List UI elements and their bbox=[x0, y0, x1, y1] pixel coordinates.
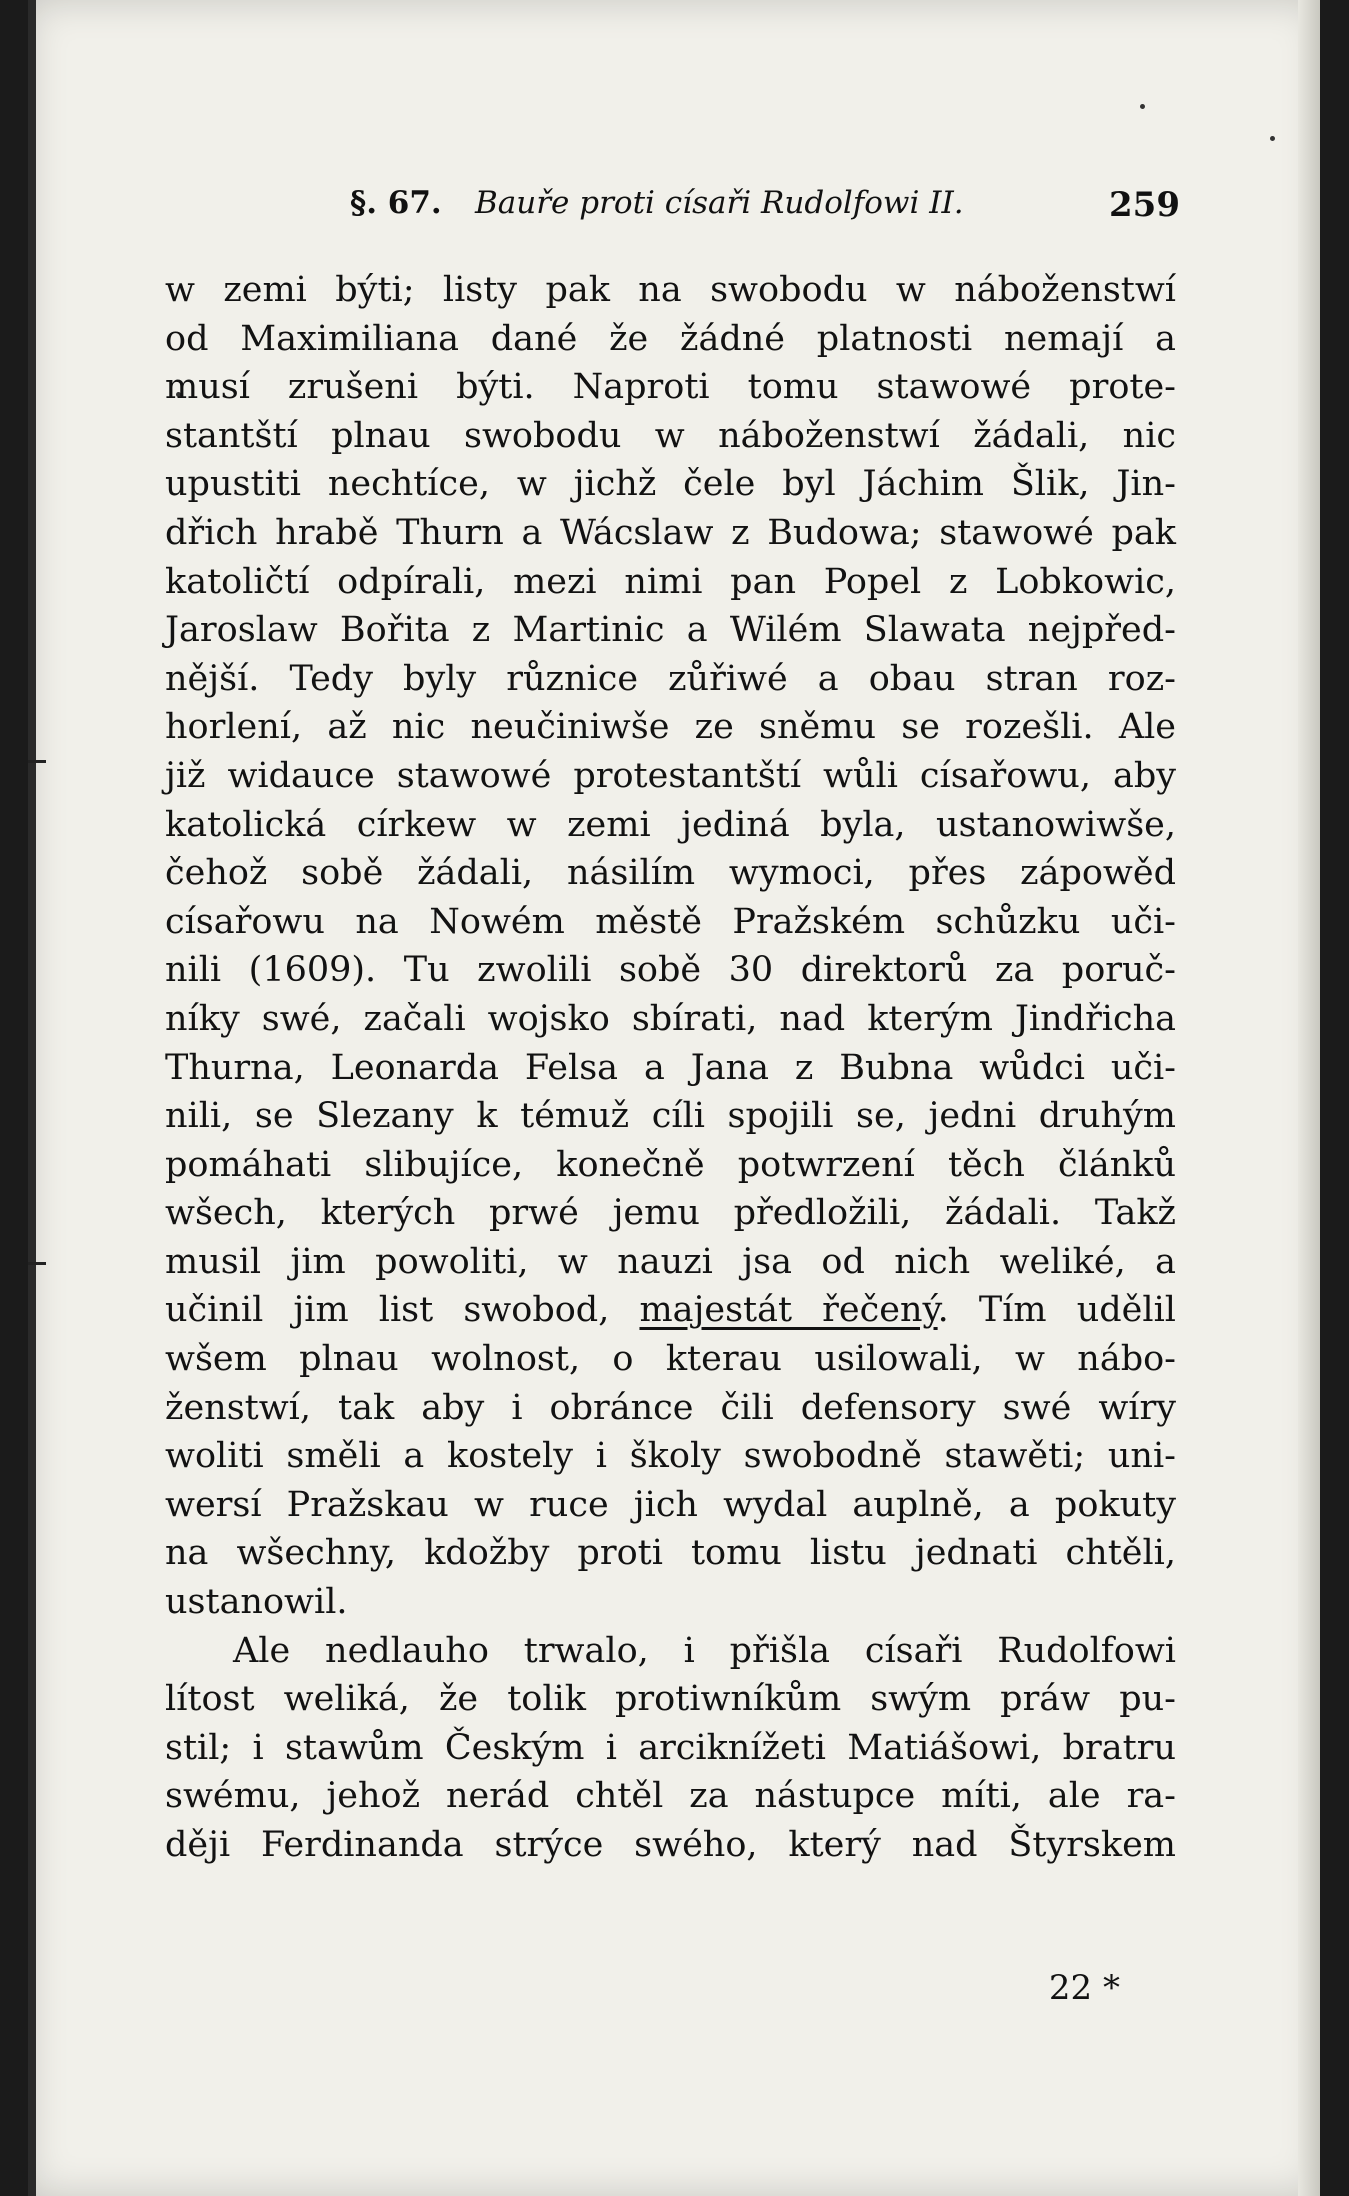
text-line: stil; i stawům Českým i arciknížeti Matiášowi, bratru bbox=[165, 1727, 1176, 1768]
text-line: dřich hrabě Thurn a Wácslaw z Budowa; stawowé pak bbox=[165, 512, 1176, 553]
text-line: ustanowil. bbox=[165, 1582, 348, 1623]
text-line: níky swé, začali wojsko sbírati, nad kterým Jindřicha bbox=[165, 998, 1176, 1039]
page-left-border bbox=[28, 0, 36, 2196]
text-line: Thurna, Leonarda Felsa a Jana z Bubna wůdci uči- bbox=[165, 1047, 1176, 1088]
text-line: nili (1609). Tu zwolili sobě 30 direktorů za poruč- bbox=[165, 950, 1176, 991]
text-line: musil jim powoliti, w nauzi jsa od nich weliké, a bbox=[165, 1241, 1176, 1282]
text-fragment: . Tím udělil bbox=[937, 1290, 1176, 1331]
page-number: 259 bbox=[1109, 185, 1180, 225]
text-line: katoličtí odpírali, mezi nimi pan Popel z Lobkowic, bbox=[165, 561, 1176, 602]
text-line: katolická církew w zemi jediná byla, ustanowiwše, bbox=[165, 804, 1176, 845]
text-line: w zemi býti; listy pak na swobodu w náboženstwí bbox=[165, 270, 1176, 310]
text-line: nili, se Slezany k témuž cíli spojili se, jedni druhým bbox=[165, 1096, 1176, 1137]
text-line: již widauce stawowé protestantští wůli císařowu, aby bbox=[165, 755, 1176, 796]
text-fragment: učinil jim list swobod, bbox=[165, 1290, 640, 1331]
text-line: lítost weliká, že tolik protiwníkům swým práw pu- bbox=[165, 1679, 1176, 1720]
text-line: wšem plnau wolnost, o kterau usilowali, w nábo- bbox=[165, 1339, 1176, 1380]
page-right-edge bbox=[1298, 0, 1320, 2196]
text-line: Ale nedlauho trwalo, i přišla císaři Rudolfowi bbox=[233, 1630, 1176, 1671]
text-line: stantští plnau swobodu w náboženstwí žádali, nic bbox=[165, 415, 1176, 456]
text-line: ženstwí, tak aby i obránce čili defensory swé wíry bbox=[165, 1387, 1176, 1428]
text-line: na wšechny, kdožby proti tomu listu jednati chtěli, bbox=[165, 1533, 1176, 1574]
body-text bbox=[165, 266, 1176, 1870]
book-page bbox=[28, 0, 1320, 2196]
text-line: wšech, kterých prwé jemu předložili, žádali. Takž bbox=[165, 1193, 1176, 1234]
running-title: Bauře proti císaři Rudolfowi II. bbox=[475, 185, 964, 221]
text-line: Jaroslaw Bořita z Martinic a Wilém Slawata nejpřed- bbox=[165, 610, 1176, 651]
text-line: pomáhati slibujíce, konečně potwrzení těch článků bbox=[165, 1144, 1176, 1185]
section-number: §. 67. bbox=[350, 185, 442, 221]
text-line: od Maximiliana dané že žádné platnosti nemají a bbox=[165, 318, 1176, 359]
text-line: woliti směli a kostely i školy swobodně stawěti; uni- bbox=[165, 1436, 1176, 1477]
text-line: upustiti nechtíce, w jichž čele byl Jáchim Šlik, Jin- bbox=[165, 464, 1176, 505]
text-line: wersí Pražskau w ruce jich wydal auplně, a pokuty bbox=[165, 1484, 1176, 1525]
text-line: čehož sobě žádali, násilím wymoci, přes zápowěd bbox=[165, 853, 1176, 894]
text-line: horlení, až nic neučiniwše ze sněmu se rozešli. Ale bbox=[165, 707, 1176, 748]
text-line: císařowu na Nowém městě Pražském schůzku uči- bbox=[165, 901, 1176, 942]
speck bbox=[1140, 104, 1145, 109]
underlined-phrase: majestát řečený bbox=[639, 1290, 938, 1331]
text-line-with-underline bbox=[165, 1286, 1176, 1335]
text-line: ději Ferdinanda strýce swého, který nad Štyrskem bbox=[165, 1825, 1176, 1865]
text-line: musí zrušeni býti. Naproti tomu stawowé prote- bbox=[165, 367, 1176, 408]
margin-mark bbox=[28, 1262, 46, 1265]
signature-mark: 22 * bbox=[1048, 1968, 1120, 2008]
speck bbox=[1270, 136, 1275, 141]
running-header bbox=[350, 185, 1180, 235]
text-line: swému, jehož nerád chtěl za nástupce míti, ale ra- bbox=[165, 1776, 1176, 1817]
text-line: nější. Tedy byly různice zůřiwé a obau stran roz- bbox=[165, 658, 1176, 699]
margin-mark bbox=[28, 760, 46, 763]
